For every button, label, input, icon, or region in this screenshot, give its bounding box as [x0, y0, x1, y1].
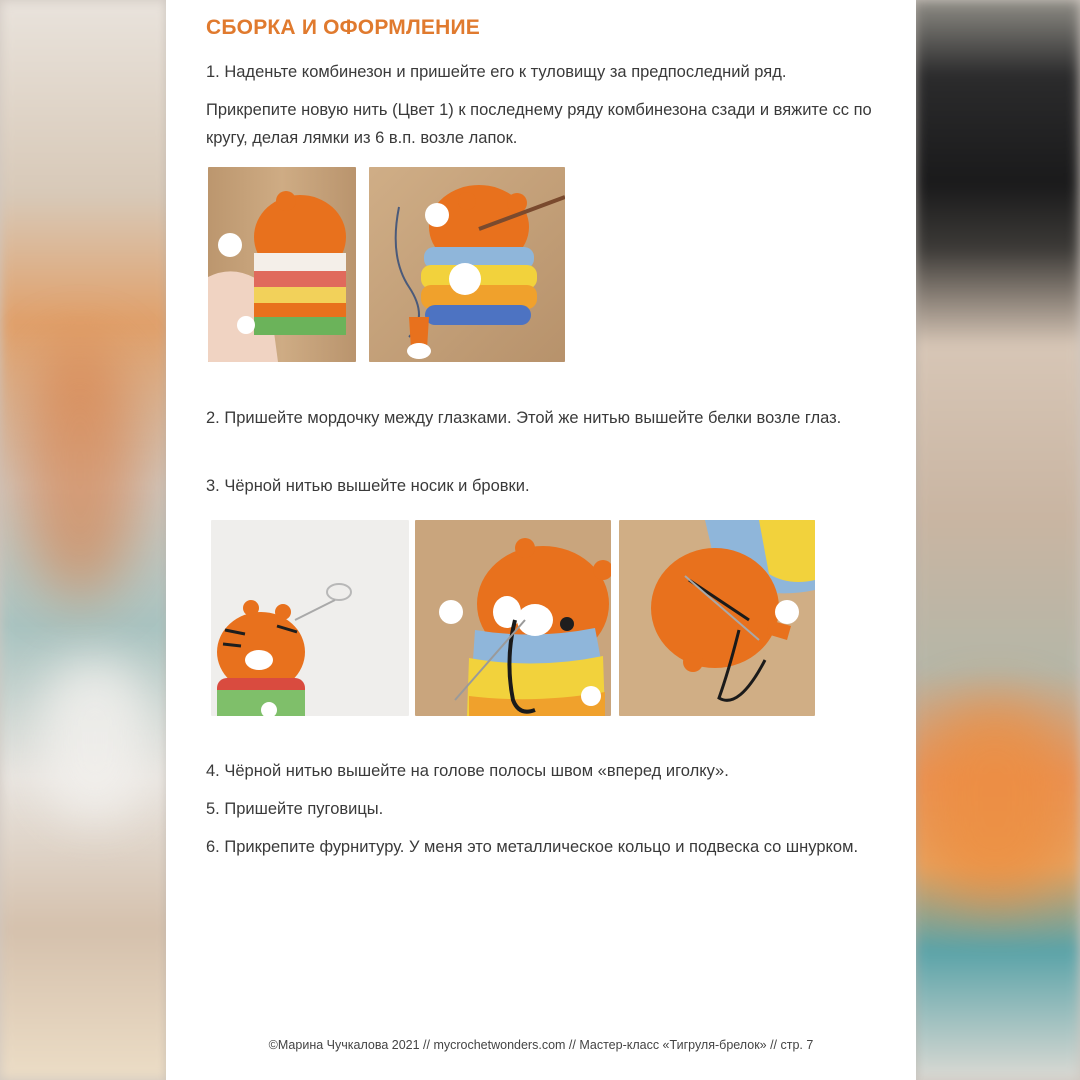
- page-title: СБОРКА И ОФОРМЛЕНИЕ: [206, 16, 480, 39]
- blur-blob: [920, 700, 1070, 900]
- page-footer: ©Марина Чучкалова 2021 // mycrochetwonders.com // Мастер-класс «Тигруля-брелок» // стр. 7: [268, 1038, 814, 1052]
- blur-blob: [20, 340, 140, 600]
- step-1-detail-text: Прикрепите новую нить (Цвет 1) к последнему ряду комбинезона сзади и вяжите сс по кругу, делая лямки из 6 в.п. возле лапок.: [206, 101, 872, 147]
- photo-finished-keychain: [211, 520, 409, 716]
- step-6-text: 6. Прикрепите фурнитуру. У меня это металлическое кольцо и подвеска со шнурком.: [206, 838, 859, 856]
- step-4-text: 4. Чёрной нитью вышейте на голове полосы швом «вперед иголку».: [206, 762, 729, 780]
- photo-toy-in-hand: [208, 167, 356, 362]
- step-5-text: 5. Пришейте пуговицы.: [206, 800, 384, 818]
- photo-embroidering-stripes: [619, 520, 815, 716]
- photo-toy-with-hook: [369, 167, 565, 362]
- photo-embroidering-face: [415, 520, 611, 716]
- blurred-background-right: [914, 0, 1080, 1080]
- step-3-text: 3. Чёрной нитью вышейте носик и бровки.: [206, 477, 530, 495]
- step-2-text: 2. Пришейте мордочку между глазками. Этой же нитью вышейте белки возле глаз.: [206, 409, 842, 427]
- step-1-text: 1. Наденьте комбинезон и пришейте его к туловищу за предпоследний ряд.: [206, 63, 787, 81]
- document-page: [166, 0, 916, 1080]
- blur-blob: [40, 660, 150, 820]
